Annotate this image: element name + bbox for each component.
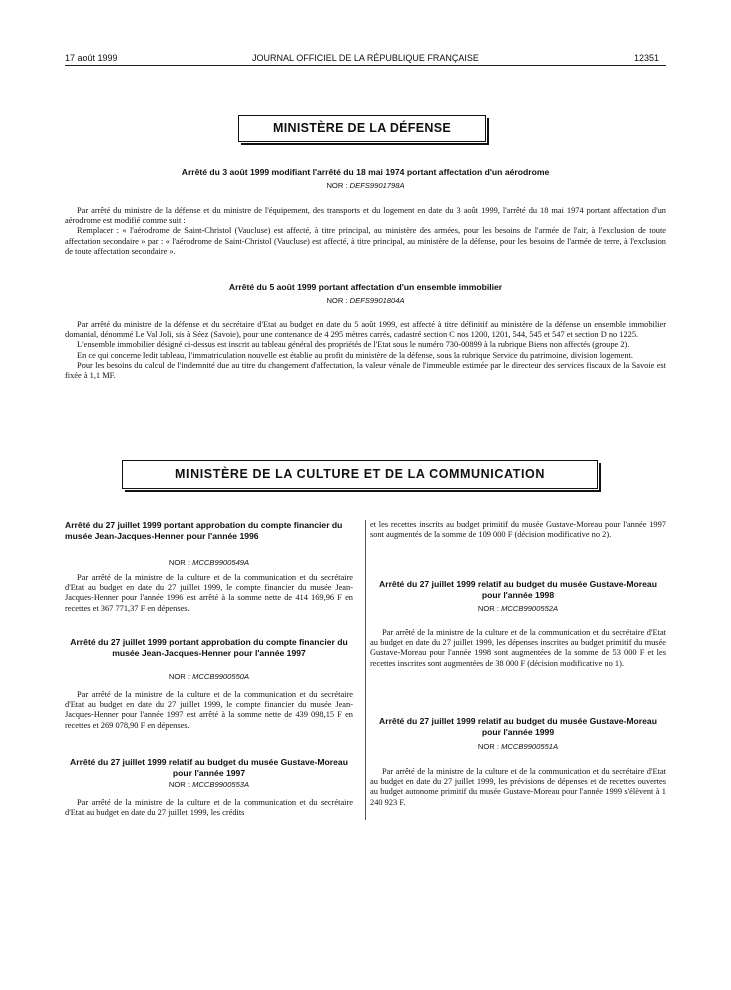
header-page-number: 12351: [633, 53, 659, 63]
decree-nor: NOR : MCCB9900553A: [168, 780, 250, 789]
paragraph: Par arrêté du ministre de la défense et du ministre de l'équipement, des transports et du logement en date du 3 août 1999, l'arrêté du 18 mai 1974 portant affectation d'un aérodrome est modifié comme suit :: [65, 206, 666, 226]
header-date: 17 août 1999: [65, 53, 118, 63]
paragraph: et les recettes inscrits au budget primitif du musée Gustave-Moreau pour l'année 1997 sont augmentés de la somme de 109 000 F (décision modificative no 2).: [370, 520, 666, 540]
decree-title: Arrêté du 27 juillet 1999 relatif au budget du musée Gustave-Moreau pour l'année 1998: [379, 579, 657, 600]
decree-title: Arrêté du 27 juillet 1999 portant approbation du compte financier du musée Jean-Jacques-Henner pour l'année 1997: [70, 637, 348, 658]
decree-nor: NOR : MCCB9900549A: [168, 558, 250, 567]
paragraph: Par arrêté de la ministre de la culture et de la communication et du secrétaire d'Etat au budget en date du 27 juillet 1999, les dépenses inscrites au budget primitif du musée Gustave-Moreau pour l'année 1998 sont augmentées de la somme de 53 000 F et les recettes inscrites sont augmentées de 38 000 F (décision modificative no 1).: [370, 628, 666, 668]
paragraph: Par arrêté de la ministre de la culture et de la communication et du secrétaire d'Etat au budget en date du 27 juillet 1999, le compte financier du musée Jean-Jacques-Henner pour l'année 1997 est arrêté à la somme nette de 439 098,15 F en recettes et 269 078,90 F en dépenses.: [65, 690, 353, 730]
decree-body: [65, 573, 353, 614]
paragraph: Par arrêté de la ministre de la culture et de la communication et du secrétaire d'Etat au budget en date du 27 juillet 1999, le compte financier du musée Jean-Jacques-Henner pour l'année 1996 est arrêté à la somme nette de 414 169,96 F en recettes et 367 771,37 F en dépenses.: [65, 573, 353, 613]
header-rule: [65, 65, 666, 66]
decree-body: [370, 628, 666, 669]
decree-title: Arrêté du 3 août 1999 modifiant l'arrêté du 18 mai 1974 portant affectation d'un aérodrome: [181, 167, 550, 177]
decree-body: [65, 320, 666, 381]
decree-title: Arrêté du 5 août 1999 portant affectation d'un ensemble immobilier: [228, 282, 503, 292]
decree-body-continued: [370, 520, 666, 540]
decree-nor: NOR : DEFS9901804A: [326, 296, 405, 305]
header-journal-title: JOURNAL OFFICIEL DE LA RÉPUBLIQUE FRANÇAISE: [252, 53, 479, 63]
decree-body: [370, 767, 666, 808]
paragraph: L'ensemble immobilier désigné ci-dessus est inscrit au tableau général des propriétés de l'Etat sous le numéro 730-00899 à la rubrique Biens non affectés (groupe 2).: [77, 340, 630, 350]
decree-body: [65, 798, 353, 818]
decree-body: [65, 690, 353, 731]
decree-title: Arrêté du 27 juillet 1999 relatif au budget du musée Gustave-Moreau pour l'année 1999: [379, 716, 657, 737]
decree-nor: NOR : MCCB9900550A: [168, 672, 250, 681]
ministry-heading-defense: MINISTÈRE DE LA DÉFENSE: [238, 115, 486, 142]
decree-nor: NOR : MCCB9900551A: [477, 742, 559, 751]
decree-nor: NOR : DEFS9901798A: [326, 181, 405, 190]
paragraph: Pour les besoins du calcul de l'indemnité due au titre du changement d'affectation, la valeur vénale de l'immeuble estimée par le directeur des services fiscaux de la Savoie est fixée à 1,1 MF.: [65, 360, 666, 381]
paragraph: En ce qui concerne ledit tableau, l'immatriculation nouvelle est établie au profit du ministère de la défense, sous la rubrique Service du patrimoine, division logement.: [77, 350, 633, 360]
decree-body: [65, 206, 666, 257]
paragraph: Par arrêté du ministre de la défense et du secrétaire d'Etat au budget en date du 5 août 1999, est affecté à titre définitif au ministère de la défense un ensemble immobilier domanial, dénommé Le Val Joli, sis à Séez (Savoie), pour une contenance de 4 295 mètres carrés, cadastré section C nos 1200, 1201, 544, 545 et 547 et section D no 1225.: [65, 320, 666, 340]
decree-nor: NOR : MCCB9900552A: [477, 604, 559, 613]
paragraph: Remplacer : « l'aérodrome de Saint-Christol (Vaucluse) est affecté, à titre principal, au ministère des armées, pour les besoins de l'armée de l'air, à l'exclusion de toute affectation secondaire » par : « l'aérodrome de Saint-Christol (Vaucluse) est affecté, à titre principal, au ministère de la défense, pour les besoins de l'armée de terre, à l'exclusion de toute affectation secondaire ».: [65, 226, 666, 256]
paragraph: Par arrêté de la ministre de la culture et de la communication et du secrétaire d'Etat au budget en date du 27 juillet 1999, les prévisions de dépenses et de recettes ouvertes au budget autonome primitif du musée Gustave-Moreau pour l'année 1999 s'élèvent à 1 240 923 F.: [370, 767, 666, 807]
decree-title: Arrêté du 27 juillet 1999 relatif au budget du musée Gustave-Moreau pour l'année 1997: [70, 757, 348, 778]
column-divider: [365, 520, 366, 820]
decree-title: Arrêté du 27 juillet 1999 portant approbation du compte financier du musée Jean-Jacques-Henner pour l'année 1996: [65, 520, 343, 541]
paragraph: Par arrêté de la ministre de la culture et de la communication et du secrétaire d'Etat au budget en date du 27 juillet 1999, les crédits: [65, 798, 353, 818]
ministry-heading-culture: MINISTÈRE DE LA CULTURE ET DE LA COMMUNICATION: [122, 460, 598, 489]
